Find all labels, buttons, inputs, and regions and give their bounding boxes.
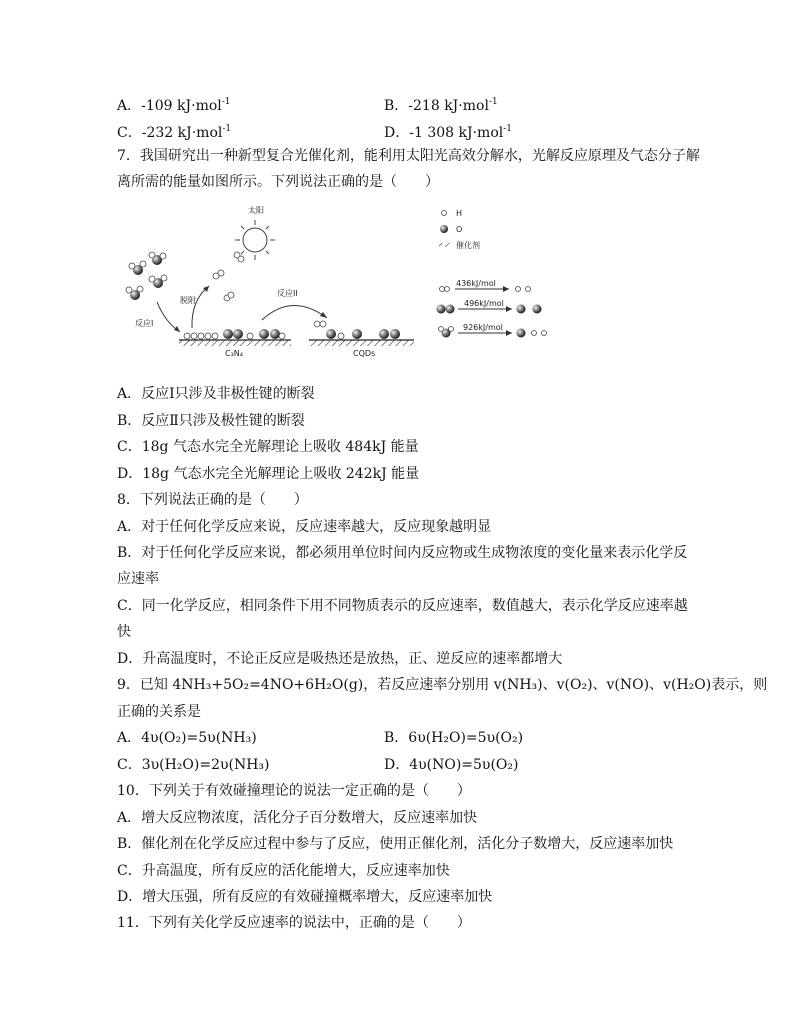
h2-molecules-icon bbox=[213, 252, 244, 301]
q8-line-b2: 应速率 bbox=[117, 571, 159, 587]
q11-stem: 11．下列有关化学反应速率的说法中，正确的是（ ） bbox=[117, 915, 471, 931]
energy-hh-label: 436kJ/mol bbox=[456, 279, 496, 288]
q10-option-d: D．增大压强，所有反应的有效碰撞概率增大，反应速率加快 bbox=[117, 889, 493, 905]
q7-option-a: A．反应Ⅰ只涉及非极性键的断裂 bbox=[117, 386, 315, 402]
desorb-arrow bbox=[192, 286, 209, 328]
q9-option-c: C．3υ(H₂O)=2υ(NH₃) bbox=[117, 757, 270, 773]
sun-icon bbox=[235, 220, 275, 260]
q10-stem: 10．下列关于有效碰撞理论的说法一定正确的是（ ） bbox=[117, 783, 471, 799]
reaction2-arrow bbox=[262, 305, 327, 320]
catalyst2-adsorbed-atoms-icon bbox=[326, 329, 400, 339]
o2-molecule-icon bbox=[314, 321, 326, 327]
q8-line-a: A．对于任何化学反应来说，反应速率越大，反应现象越明显 bbox=[117, 519, 492, 535]
energy-oh-label: 926kJ/mol bbox=[463, 323, 503, 332]
q8-stem: 8．下列说法正确的是（ ） bbox=[117, 492, 308, 508]
catalyst2-label: CQDs bbox=[353, 349, 376, 358]
reaction2-label: 反应II bbox=[277, 289, 298, 298]
legend-o-icon bbox=[440, 225, 448, 233]
catalyst1-adsorbed-atoms-icon bbox=[184, 329, 285, 339]
legend-h-icon bbox=[442, 211, 447, 216]
q8-line-c2: 快 bbox=[117, 624, 131, 640]
q7-stem-line1: 7．我国研究出一种新型复合光催化剂，能利用太阳光高效分解水，光解反应原理及气态分子解 bbox=[117, 148, 700, 164]
q7-option-d: D．18g 气态水完全光解理论上吸收 242kJ 能量 bbox=[117, 466, 420, 482]
catalyst2-surface bbox=[309, 340, 414, 346]
desorb-label: 脱附 bbox=[180, 296, 196, 305]
reaction1-label: 反应I bbox=[135, 319, 154, 328]
q7-figure bbox=[117, 200, 557, 360]
q8-line-d: D．升高温度时，不论正反应是吸热还是放热，正、逆反应的速率都增大 bbox=[117, 651, 563, 667]
legend bbox=[439, 209, 480, 250]
legend-catalyst-icon bbox=[439, 243, 451, 247]
energy-oo-label: 496kJ/mol bbox=[464, 299, 504, 308]
legend-o-label: O bbox=[456, 225, 463, 234]
q9-option-d: D．4υ(NO)=5υ(O₂) bbox=[384, 757, 519, 773]
q9-stem-line2: 正确的关系是 bbox=[117, 704, 201, 720]
legend-h-label: H bbox=[456, 209, 463, 218]
legend-catalyst-label: 催化剂 bbox=[456, 241, 480, 250]
catalyst1-surface bbox=[179, 340, 291, 346]
sun-label: 太阳 bbox=[248, 206, 264, 215]
q6-option-a: A．-109 kJ·mol$^{-1}$ bbox=[117, 97, 231, 114]
q9-option-b: B．6υ(H₂O)=5υ(O₂) bbox=[384, 730, 524, 746]
q9-option-a: A．4υ(O₂)=5υ(NH₃) bbox=[117, 730, 257, 746]
q10-option-c: C．升高温度，所有反应的活化能增大，反应速率加快 bbox=[117, 863, 450, 879]
q7-stem-line2: 离所需的能量如图所示。下列说法正确的是（ ） bbox=[117, 174, 439, 190]
water-molecules-icon bbox=[126, 252, 167, 300]
q7-option-c: C．18g 气态水完全光解理论上吸收 484kJ 能量 bbox=[117, 439, 419, 455]
q7-option-b: B．反应Ⅱ只涉及极性键的断裂 bbox=[117, 413, 305, 429]
catalyst1-label: C₃N₄ bbox=[225, 349, 243, 358]
q6-option-d: D．-1 308 kJ·mol$^{-1}$ bbox=[384, 124, 513, 141]
q8-line-c1: C．同一化学反应，相同条件下用不同物质表示的反应速率，数值越大，表示化学反应速率越 bbox=[117, 598, 688, 614]
q9-stem-line1: 9．已知 4NH₃+5O₂=4NO+6H₂O(g)，若反应速率分别用 v(NH₃)、v(O₂)、v(NO)、v(H₂O)表示，则 bbox=[117, 677, 768, 693]
q10-option-a: A．增大反应物浓度，活化分子百分数增大，反应速率加快 bbox=[117, 810, 478, 826]
q6-option-c: C．-232 kJ·mol$^{-1}$ bbox=[117, 124, 232, 141]
q8-line-b1: B．对于任何化学反应来说，都必须用单位时间内反应物或生成物浓度的变化量来表示化学反 bbox=[117, 545, 688, 561]
q6-option-b: B．-218 kJ·mol$^{-1}$ bbox=[384, 97, 498, 114]
q10-option-b: B．催化剂在化学反应过程中参与了反应，使用正催化剂，活化分子数增大，反应速率加快 bbox=[117, 836, 674, 852]
